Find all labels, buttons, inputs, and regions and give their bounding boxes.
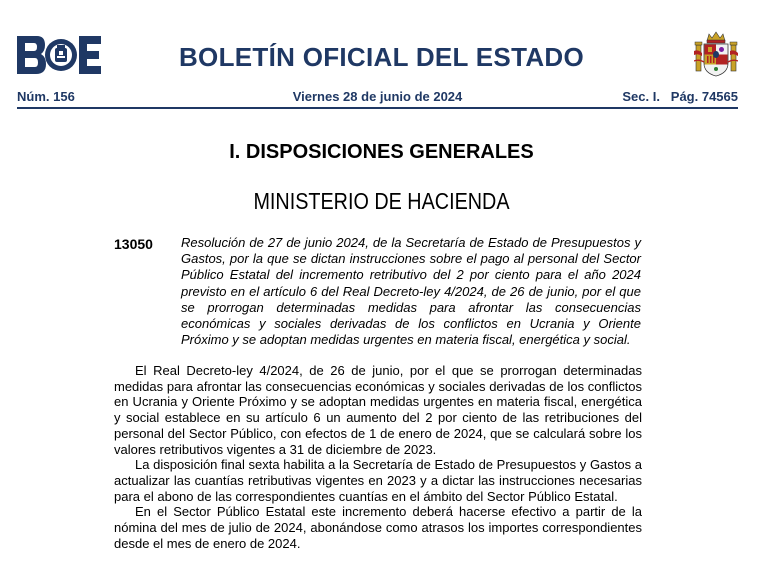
section-title: I. DISPOSICIONES GENERALES	[229, 141, 534, 163]
section-page: Sec. I. Pág. 74565	[622, 89, 738, 104]
boe-logo	[17, 36, 101, 74]
issue-number: Núm. 156	[17, 89, 75, 104]
entry-number: 13050	[114, 236, 153, 252]
ministry-title: MINISTERIO DE HACIENDA	[253, 188, 510, 214]
entry-body	[114, 363, 642, 551]
coat-of-arms-icon	[694, 31, 738, 77]
body-paragraph: El Real Decreto-ley 4/2024, de 26 de junio, por el que se prorrogan determinadas medidas para afrontar las consecuencias económicas y sociales derivadas de los conflictos en Ucrania y Oriente Próximo y se adoptan medidas urgentes en materia fiscal, energética y social establece en su artículo 6 un aumento del 2 por ciento de las retribuciones del personal del Sector Público, con efectos de 1 de enero de 2024, que se calculará sobre los valores retributivos vigentes a 31 de diciembre de 2023.	[114, 363, 642, 457]
body-paragraph: La disposición final sexta habilita a la Secretaría de Estado de Presupuestos y Gastos a actualizar las cuantías retributivas vigentes en 2023 y a dictar las instrucciones necesarias para el abono de las correspondientes cuantías en el ámbito del Sector Público Estatal.	[114, 457, 642, 504]
page-title: BOLETÍN OFICIAL DEL ESTADO	[178, 42, 585, 72]
issue-date: Viernes 28 de junio de 2024	[292, 89, 463, 104]
entry-summary: Resolución de 27 de junio 2024, de la Secretaría de Estado de Presupuestos y Gastos, por la que se dictan instrucciones sobre el pago al personal del Sector Público Estatal del incremento retributivo del 2 por ciento para el año 2024 previsto en el artículo 6 del Real Decreto-ley 4/2024, de 26 de junio, por el que se prorrogan determinadas medidas para afrontar las consecuencias económicas y sociales derivadas de los conflictos en Ucrania y Oriente Próximo y se adoptan medidas urgentes en materia fiscal, energética y social.	[181, 235, 641, 348]
body-paragraph: En el Sector Público Estatal este incremento deberá hacerse efectivo a partir de la nómina del mes de julio de 2024, abonándose como atrasos los importes correspondientes desde el mes de enero de 2024.	[114, 504, 642, 551]
header-divider	[17, 107, 738, 109]
crest-in-logo-icon	[50, 44, 72, 66]
